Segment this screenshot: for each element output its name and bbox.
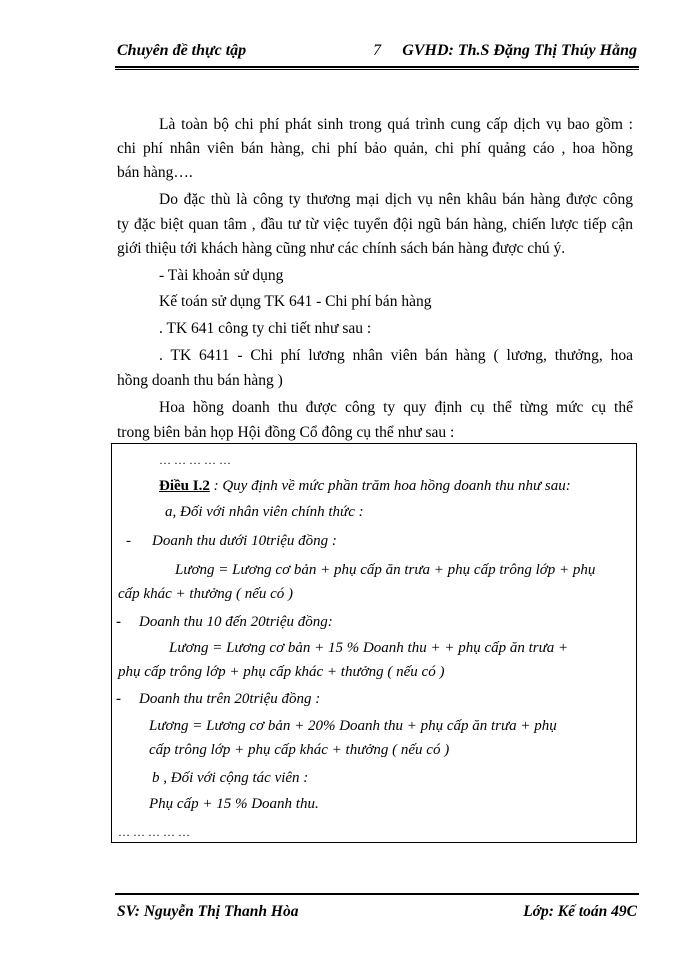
- page-header: [117, 42, 637, 64]
- header-advisor: GVHD: Th.S Đặng Thị Thúy Hằng: [402, 42, 637, 59]
- page-footer: [117, 903, 637, 921]
- page-number: 7: [373, 42, 381, 59]
- section-b-formula: Phụ cấp + 15 % Doanh thu.: [149, 796, 319, 812]
- paragraph-line: hồng doanh thu bán hàng ): [117, 372, 283, 389]
- section-b-heading: b , Đối với cộng tác viên :: [152, 770, 309, 786]
- header-divider: [115, 66, 639, 70]
- footer-divider: [115, 893, 639, 895]
- bracket-3-formula: Lương = Lương cơ bản + 20% Doanh thu + phụ cấp ăn trưa + phụ: [149, 718, 557, 734]
- article-line: [159, 474, 571, 498]
- ellipsis-top: … … … … …: [159, 453, 231, 467]
- bracket-2-label: Doanh thu 10 đến 20triệu đồng:: [139, 614, 333, 630]
- footer-class: Lớp: Kế toán 49C: [523, 903, 637, 920]
- article-text: : Quy định về mức phần trăm hoa hồng doanh thu như sau:: [209, 478, 571, 494]
- paragraph-line: Là toàn bộ chi phí phát sinh trong quá trình cung cấp dịch vụ bao gồm :: [159, 116, 633, 133]
- bullet-dash: -: [116, 614, 121, 630]
- paragraph-line: ty đặc biệt quan tâm , đầu tư từ việc tuyển đội ngũ bán hàng, chiến lược tiếp cận: [117, 216, 633, 233]
- paragraph-line: trong biên bản họp Hội đồng Cổ đông cụ thể như sau :: [117, 424, 455, 441]
- bracket-2-formula: Lương = Lương cơ bản + 15 % Doanh thu + + phụ cấp ăn trưa +: [169, 640, 569, 656]
- paragraph-line: - Tài khoản sử dụng: [159, 267, 284, 284]
- bracket-1-formula: Lương = Lương cơ bản + phụ cấp ăn trưa + phụ cấp trông lớp + phụ: [175, 562, 596, 578]
- paragraph-line: Kế toán sử dụng TK 641 - Chi phí bán hàng: [159, 293, 432, 310]
- bracket-3-formula: cấp trông lớp + phụ cấp khác + thưởng ( nếu có ): [149, 742, 450, 758]
- article-label: Điều I.2: [159, 478, 210, 494]
- paragraph-line: Hoa hồng doanh thu được công ty quy định cụ thể từng mức cụ thể: [159, 399, 633, 416]
- paragraph-line: bán hàng….: [117, 164, 193, 181]
- regulation-excerpt-box: [111, 443, 637, 843]
- paragraph-line: . TK 6411 - Chi phí lương nhân viên bán hàng ( lương, thưởng, hoa: [159, 347, 633, 364]
- section-a-heading: a, Đối với nhân viên chính thức :: [165, 504, 364, 520]
- ellipsis-bottom: … … … … …: [118, 825, 190, 839]
- footer-student: SV: Nguyễn Thị Thanh Hòa: [117, 903, 299, 920]
- bullet-dash: -: [116, 691, 121, 707]
- paragraph-line: . TK 641 công ty chi tiết như sau :: [159, 320, 372, 337]
- header-title: Chuyên đề thực tập: [117, 42, 247, 59]
- paragraph-line: Do đặc thù là công ty thương mại dịch vụ nên khâu bán hàng được công: [159, 191, 633, 208]
- bracket-2-formula: phụ cấp trông lớp + phụ cấp khác + thưởng ( nếu có ): [118, 664, 445, 680]
- bracket-3-label: Doanh thu trên 20triệu đồng :: [139, 691, 321, 707]
- bracket-1-label: Doanh thu dưới 10triệu đồng :: [152, 533, 337, 549]
- paragraph-line: chi phí nhân viên bán hàng, chi phí bảo quản, chi phí quảng cáo , hoa hồng: [117, 140, 633, 157]
- paragraph-line: giới thiệu tới khách hàng cũng như các chính sách bán hàng được chú ý.: [117, 240, 566, 257]
- bracket-1-formula: cấp khác + thưởng ( nếu có ): [118, 586, 294, 602]
- bullet-dash: -: [126, 533, 131, 549]
